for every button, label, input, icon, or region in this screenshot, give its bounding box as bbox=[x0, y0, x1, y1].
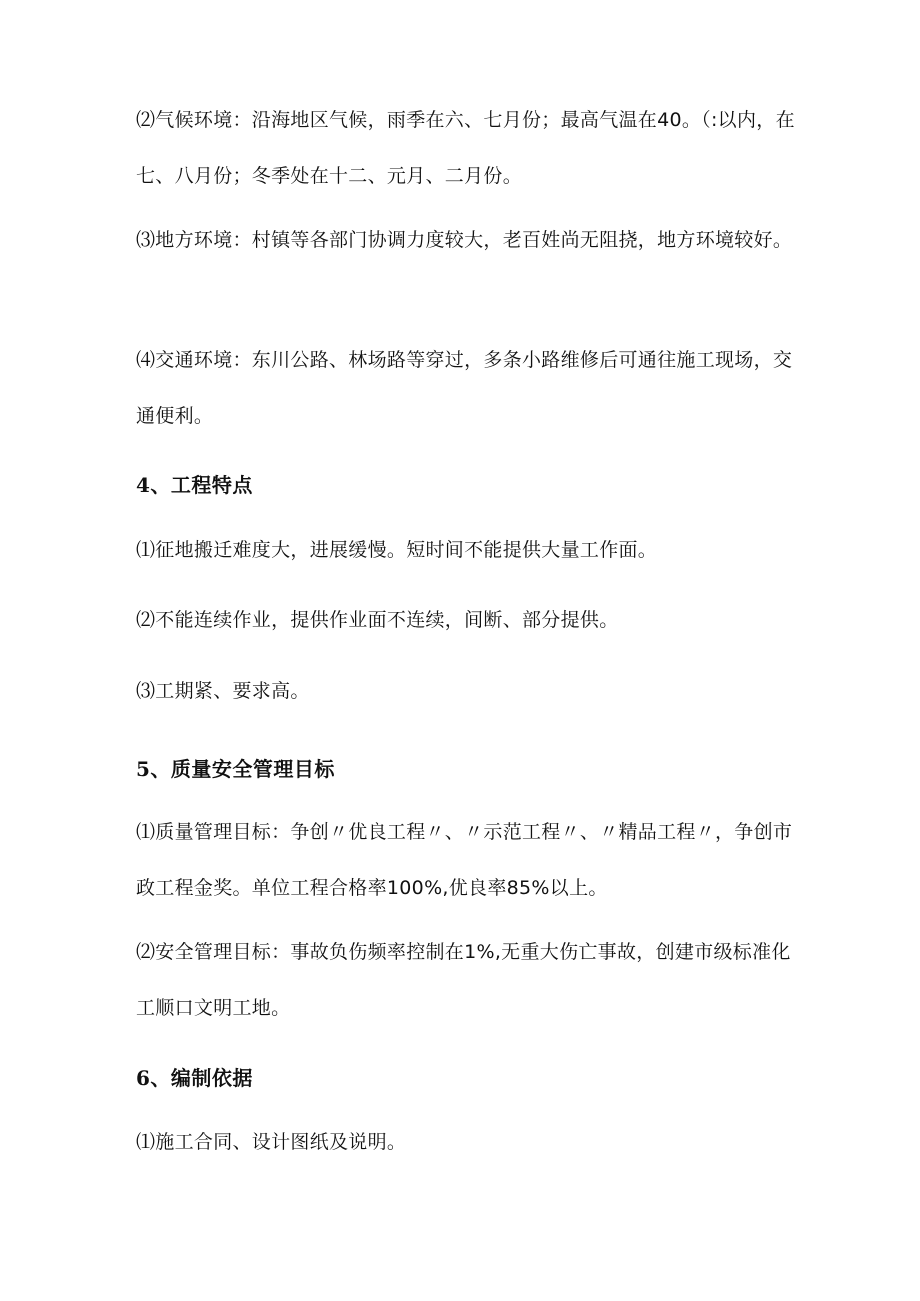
list-item: ⑴质量管理目标：争创〃优良工程〃、〃示范工程〃、〃精品工程〃，争创市政工程金奖。单位工程合格率100%,优良率85%以上。 bbox=[136, 821, 793, 899]
section-heading-project-features: 4、工程特点 bbox=[136, 473, 253, 497]
section-heading-quality-safety: 5、质量安全管理目标 bbox=[136, 757, 335, 781]
paragraph-local-environment: ⑶地方环境：村镇等各部门协调力度较大，老百姓尚无阻挠，地方环境较好。 bbox=[136, 229, 793, 251]
list-item: ⑵安全管理目标：事故负伤频率控制在1%,无重大伤亡事故，创建市级标准化工顺口文明工地。 bbox=[136, 941, 791, 1019]
list-item: ⑶工期紧、要求高。 bbox=[136, 680, 310, 702]
list-item: ⑴征地搬迁难度大，进展缓慢。短时间不能提供大量工作面。 bbox=[136, 539, 658, 561]
list-item: ⑵不能连续作业，提供作业面不连续，间断、部分提供。 bbox=[136, 609, 619, 631]
paragraph-climate: ⑵气候环境：沿海地区气候，雨季在六、七月份；最高气温在40。（:以内，在七、八月份；冬季处在十二、元月、二月份。 bbox=[136, 109, 795, 187]
section-heading-basis: 6、编制依据 bbox=[136, 1066, 253, 1090]
list-item: ⑴施工合同、设计图纸及说明。 bbox=[136, 1131, 407, 1153]
paragraph-traffic: ⑷交通环境：东川公路、林场路等穿过，多条小路维修后可通往施工现场，交通便利。 bbox=[136, 349, 793, 427]
